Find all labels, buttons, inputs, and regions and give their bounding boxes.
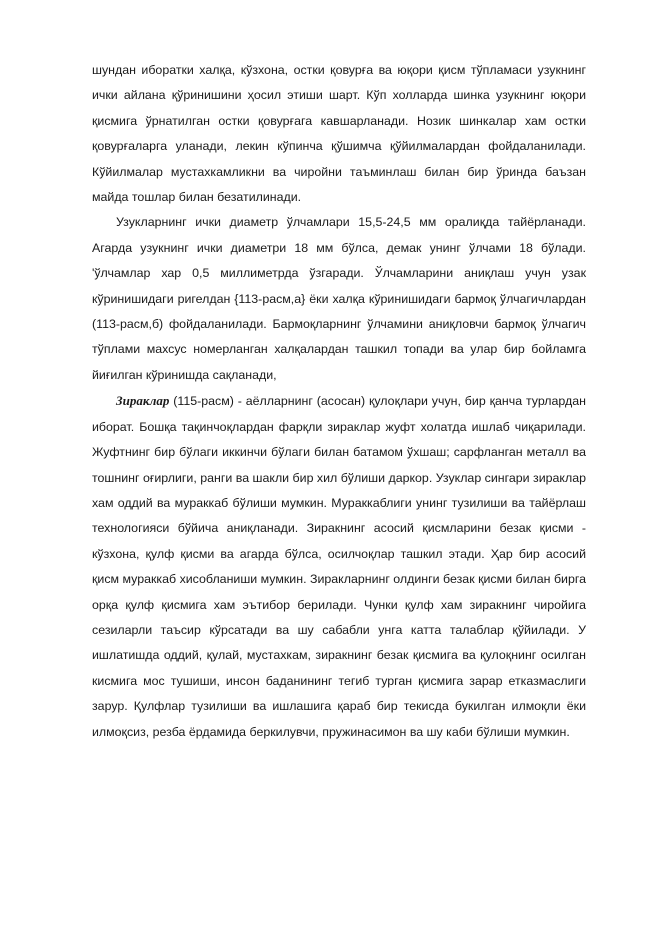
paragraph-ring-sizes: [92, 210, 586, 388]
paragraph-text: шундан иборатки халқа, кўзхона, остки қовурға ва юқори қисм тўпламаси узукнинг ички айлана қўринишини ҳосил этиши шарт. Кўп холларда шинка узукнинг юқори қисмига ўрнатилган остки қовурғага кавшарланади. Нозик шинкалар хам остки қовурғаларга уланади, лекин кўпинча қўшимча қўйилмалардан фойдаланилади. Кўйилмалар мустахкамликни ва чиройни таъминлаш билан бир ўринда баъзан майда тошлар билан безатилинади.: [92, 63, 586, 205]
paragraph-text: Узукларнинг ички диаметр ўлчамлари 15,5-24,5 мм оралиқда тайёрланади. Агарда узукнинг ички диаметри 18 мм бўлса, демак унинг ўлчами 18 бўлади. 'ўлчамлар хар 0,5 миллиметрда ўзгаради. Ўлчамларини аниқлаш учун узак кўринишидаги ригелдан {113-расм,а} ёки халқа кўринишидаги бармоқ ўлчагичлардан (113-расм,б) фойдаланилади. Бармоқларнинг ўлчамини аниқловчи бармоқ ўлчагич тўплами махсус номерланган халқалардан ташкил топади ва улар бир бойламга йиғилган кўринишда сақланади,: [92, 215, 586, 382]
document-page: [92, 58, 586, 745]
paragraph-earrings: [92, 388, 586, 745]
term-earrings: Зираклар: [116, 393, 170, 409]
paragraph-text: (115-расм) - аёлларнинг (асосан) қулоқлари учун, бир қанча турлардан иборат. Бошқа тақинчоқлардан фарқли зираклар жуфт холатда ишлаб чиқарилади. Жуфтнинг бир бўлаги иккинчи бўлаги билан батамом ўхшаш; сарфланган металл ва тошнинг оғирлиги, ранги ва шакли бир хил бўлиши даркор. Узуклар сингари зираклар хам оддий ва мураккаб бўлиши мумкин. Мураккаблиги унинг тузилиши ва тайёрлаш технологияси бўйича аниқланади. Зиракнинг асосий қисмларини безак қисми - кўзхона, қулф қисми ва агарда бўлса, осилчоқлар ташкил этади. Ҳар бир асосий қисм мураккаб хисобланиши мумкин. Зиракларнинг олдинги безак қисми билан бирга орқа қулф қисмига хам эътибор берилади. Чунки қулф хам зиракнинг чиройига сезиларли таъсир кўрсатади ва шу сабабли унга катта талаблар қўйилади. У ишлатишда оддий, қулай, мустахкам, зиракнинг безак қисмига ва қулоқнинг осилган кисмига мос тушиши, инсон баданининг тегиб турган қисмига зарар етказмаслиги зарур. Қулфлар тузилиши ва ишлашига қараб бир текисда букилган илмоқли ёки илмоқсиз, резба ёрдамида беркилувчи, пружинасимон ва шу каби бўлиши мумкин.: [92, 394, 586, 739]
paragraph-ring-structure: [92, 58, 586, 210]
